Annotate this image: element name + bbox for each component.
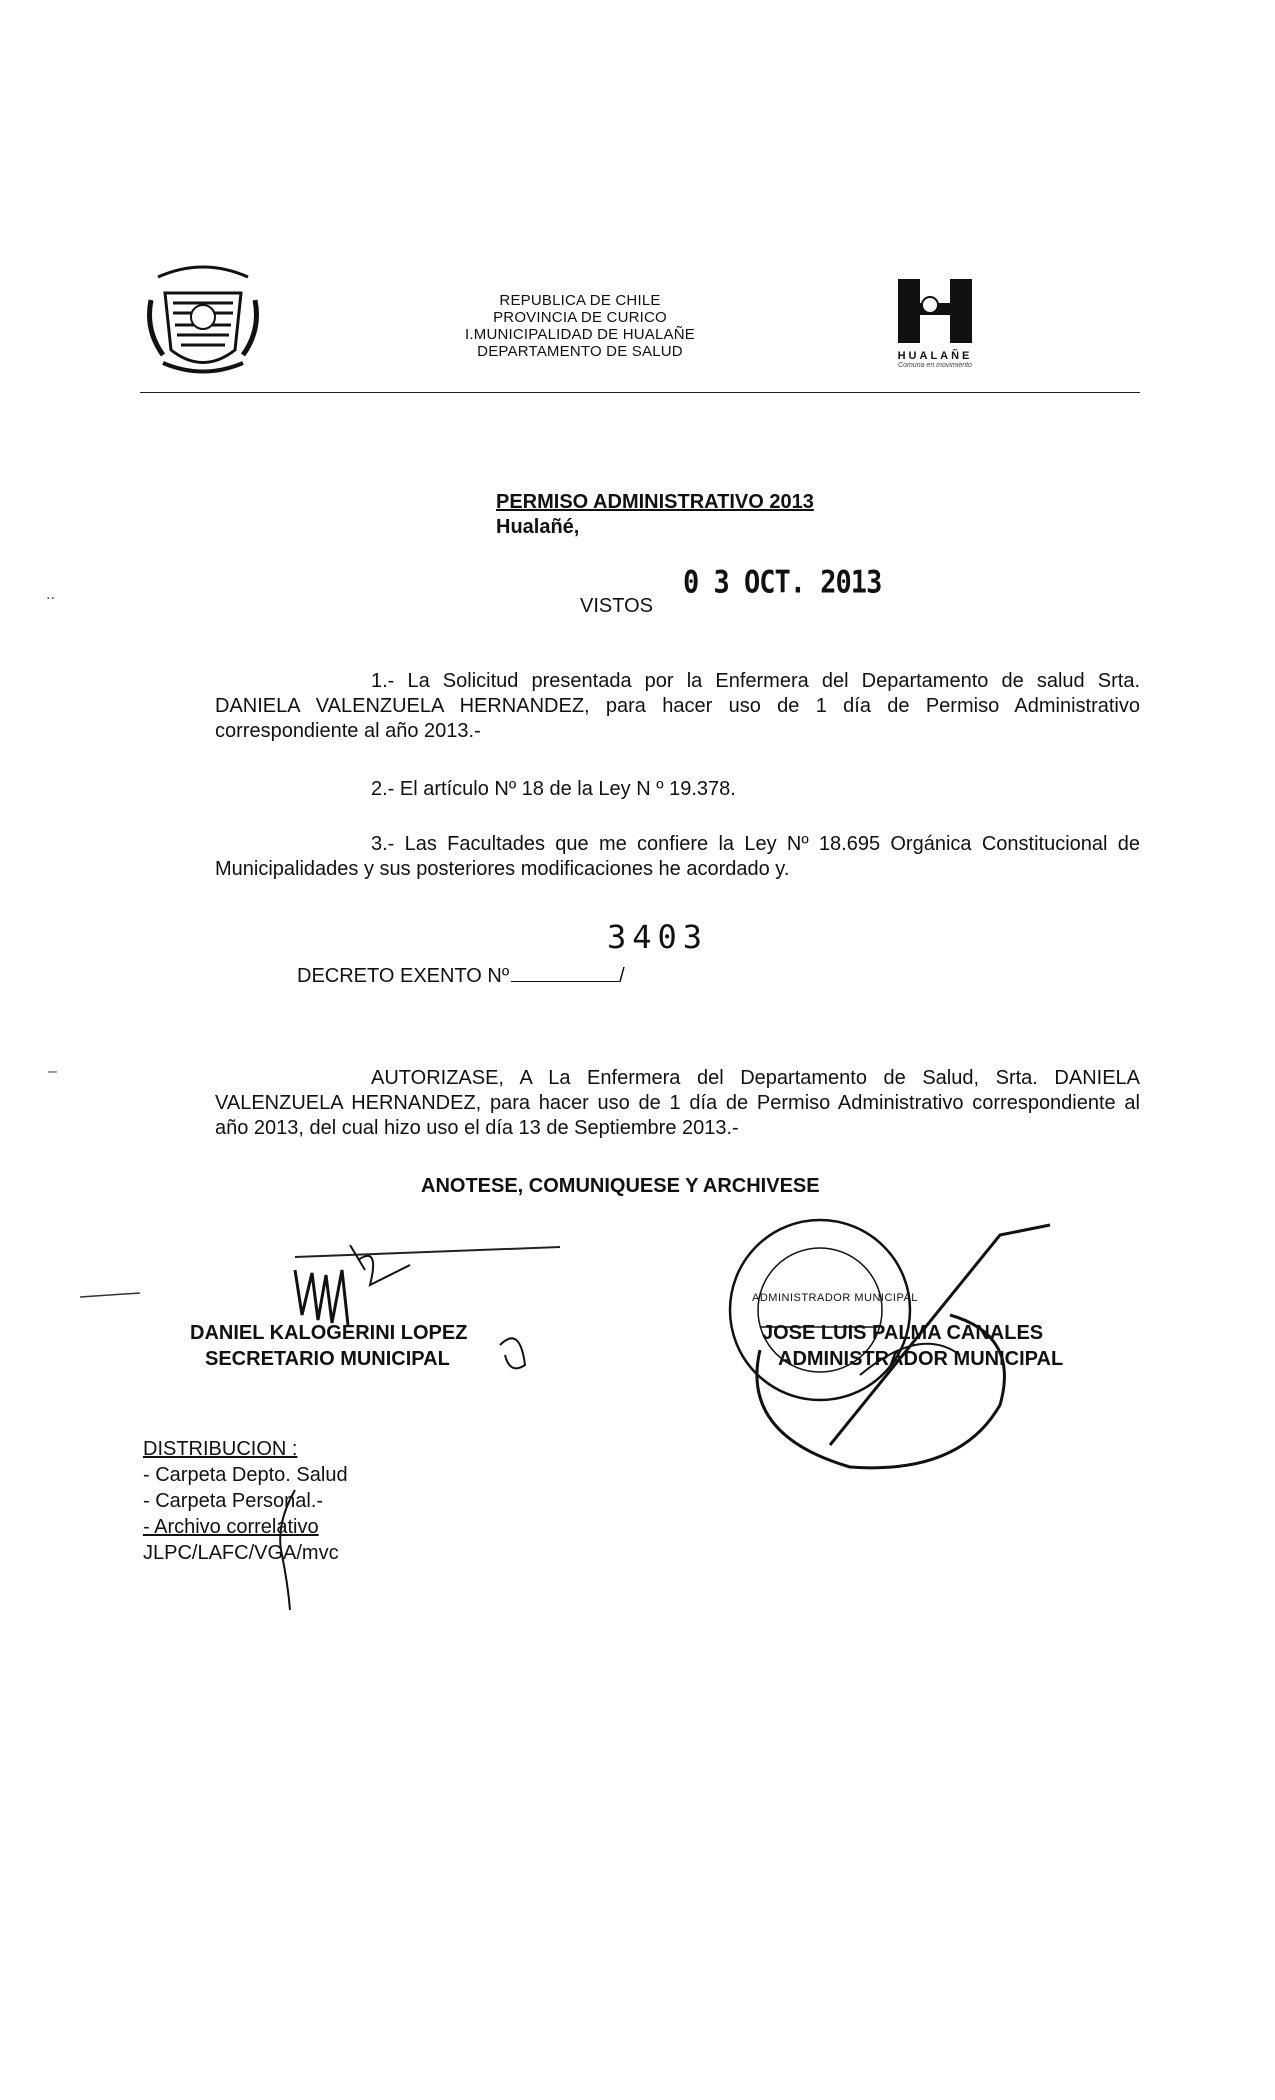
vistos-item-1: 1.- La Solicitud presentada por la Enfermera del Departamento de salud Srta. DANIELA VALENZUELA HERNANDEZ, para hacer uso de 1 día de Permiso Administrativo correspondiente al año 2013.-	[215, 670, 1140, 742]
hualane-logo	[880, 275, 990, 369]
right-signer-title: ADMINISTRADOR MUNICIPAL	[778, 1348, 1064, 1370]
header-line: DEPARTAMENTO DE SALUD	[477, 343, 683, 360]
header-divider	[140, 392, 1140, 393]
right-signer-name: JOSE LUIS PALMA CANALES	[762, 1322, 1044, 1344]
vistos-heading: VISTOS	[580, 595, 653, 617]
document-title: PERMISO ADMINISTRATIVO 2013	[496, 491, 814, 513]
decree-line	[297, 963, 625, 988]
vistos-item-2: 2.- El artículo Nº 18 de la Ley N º 19.378.	[371, 778, 736, 800]
decree-number-stamp: 3403	[607, 918, 709, 956]
distribution-item: - Carpeta Personal.-	[143, 1490, 324, 1512]
margin-mark: –	[48, 1063, 57, 1080]
header-text	[430, 292, 730, 360]
left-signer-name: DANIEL KALOGERINI LOPEZ	[190, 1322, 468, 1344]
closing-formula: ANOTESE, COMUNIQUESE Y ARCHIVESE	[421, 1175, 820, 1197]
authorization-paragraph: AUTORIZASE, A La Enfermera del Departamento de Salud, Srta. DANIELA VALENZUELA HERNANDEZ, para hacer uso de 1 día de Permiso Administrativo correspondiente al año 2013, del cual hizo uso el día 13 de Septiembre 2013.-	[215, 1067, 1140, 1139]
vistos-item-3: 3.- Las Facultades que me confiere la Ley Nº 18.695 Orgánica Constitucional de Municipalidades y sus posteriores modificaciones he acordado y.	[215, 833, 1140, 880]
left-signer-title: SECRETARIO MUNICIPAL	[205, 1348, 450, 1370]
margin-mark: ..	[46, 586, 55, 603]
municipal-crest-logo	[143, 255, 263, 395]
decree-label: DECRETO EXENTO Nº	[297, 965, 510, 987]
decree-blank	[511, 963, 619, 982]
header-line: I.MUNICIPALIDAD DE HUALAÑE	[465, 326, 695, 343]
distribution-item: - Carpeta Depto. Salud	[143, 1464, 348, 1486]
header-line: PROVINCIA DE CURICO	[493, 309, 667, 326]
distribution-block	[143, 1436, 348, 1566]
logo-name: HUALAÑE	[897, 350, 973, 362]
header-line: REPUBLICA DE CHILE	[499, 292, 661, 309]
municipal-seal-stamp	[700, 1205, 1060, 1485]
date-stamp: 0 3 OCT. 2013	[683, 564, 882, 601]
logo-tagline: Comuna en movimiento	[898, 362, 972, 369]
decree-slash: /	[619, 965, 625, 987]
seal-center-text: ADMINISTRADOR MUNICIPAL	[752, 1292, 918, 1304]
distribution-initials: JLPC/LAFC/VGA/mvc	[143, 1542, 339, 1564]
initials-scribble	[270, 1485, 310, 1615]
distribution-item: - Archivo correlativo	[143, 1516, 319, 1538]
distribution-heading: DISTRIBUCION :	[143, 1438, 298, 1460]
city-line: Hualañé,	[496, 516, 580, 538]
